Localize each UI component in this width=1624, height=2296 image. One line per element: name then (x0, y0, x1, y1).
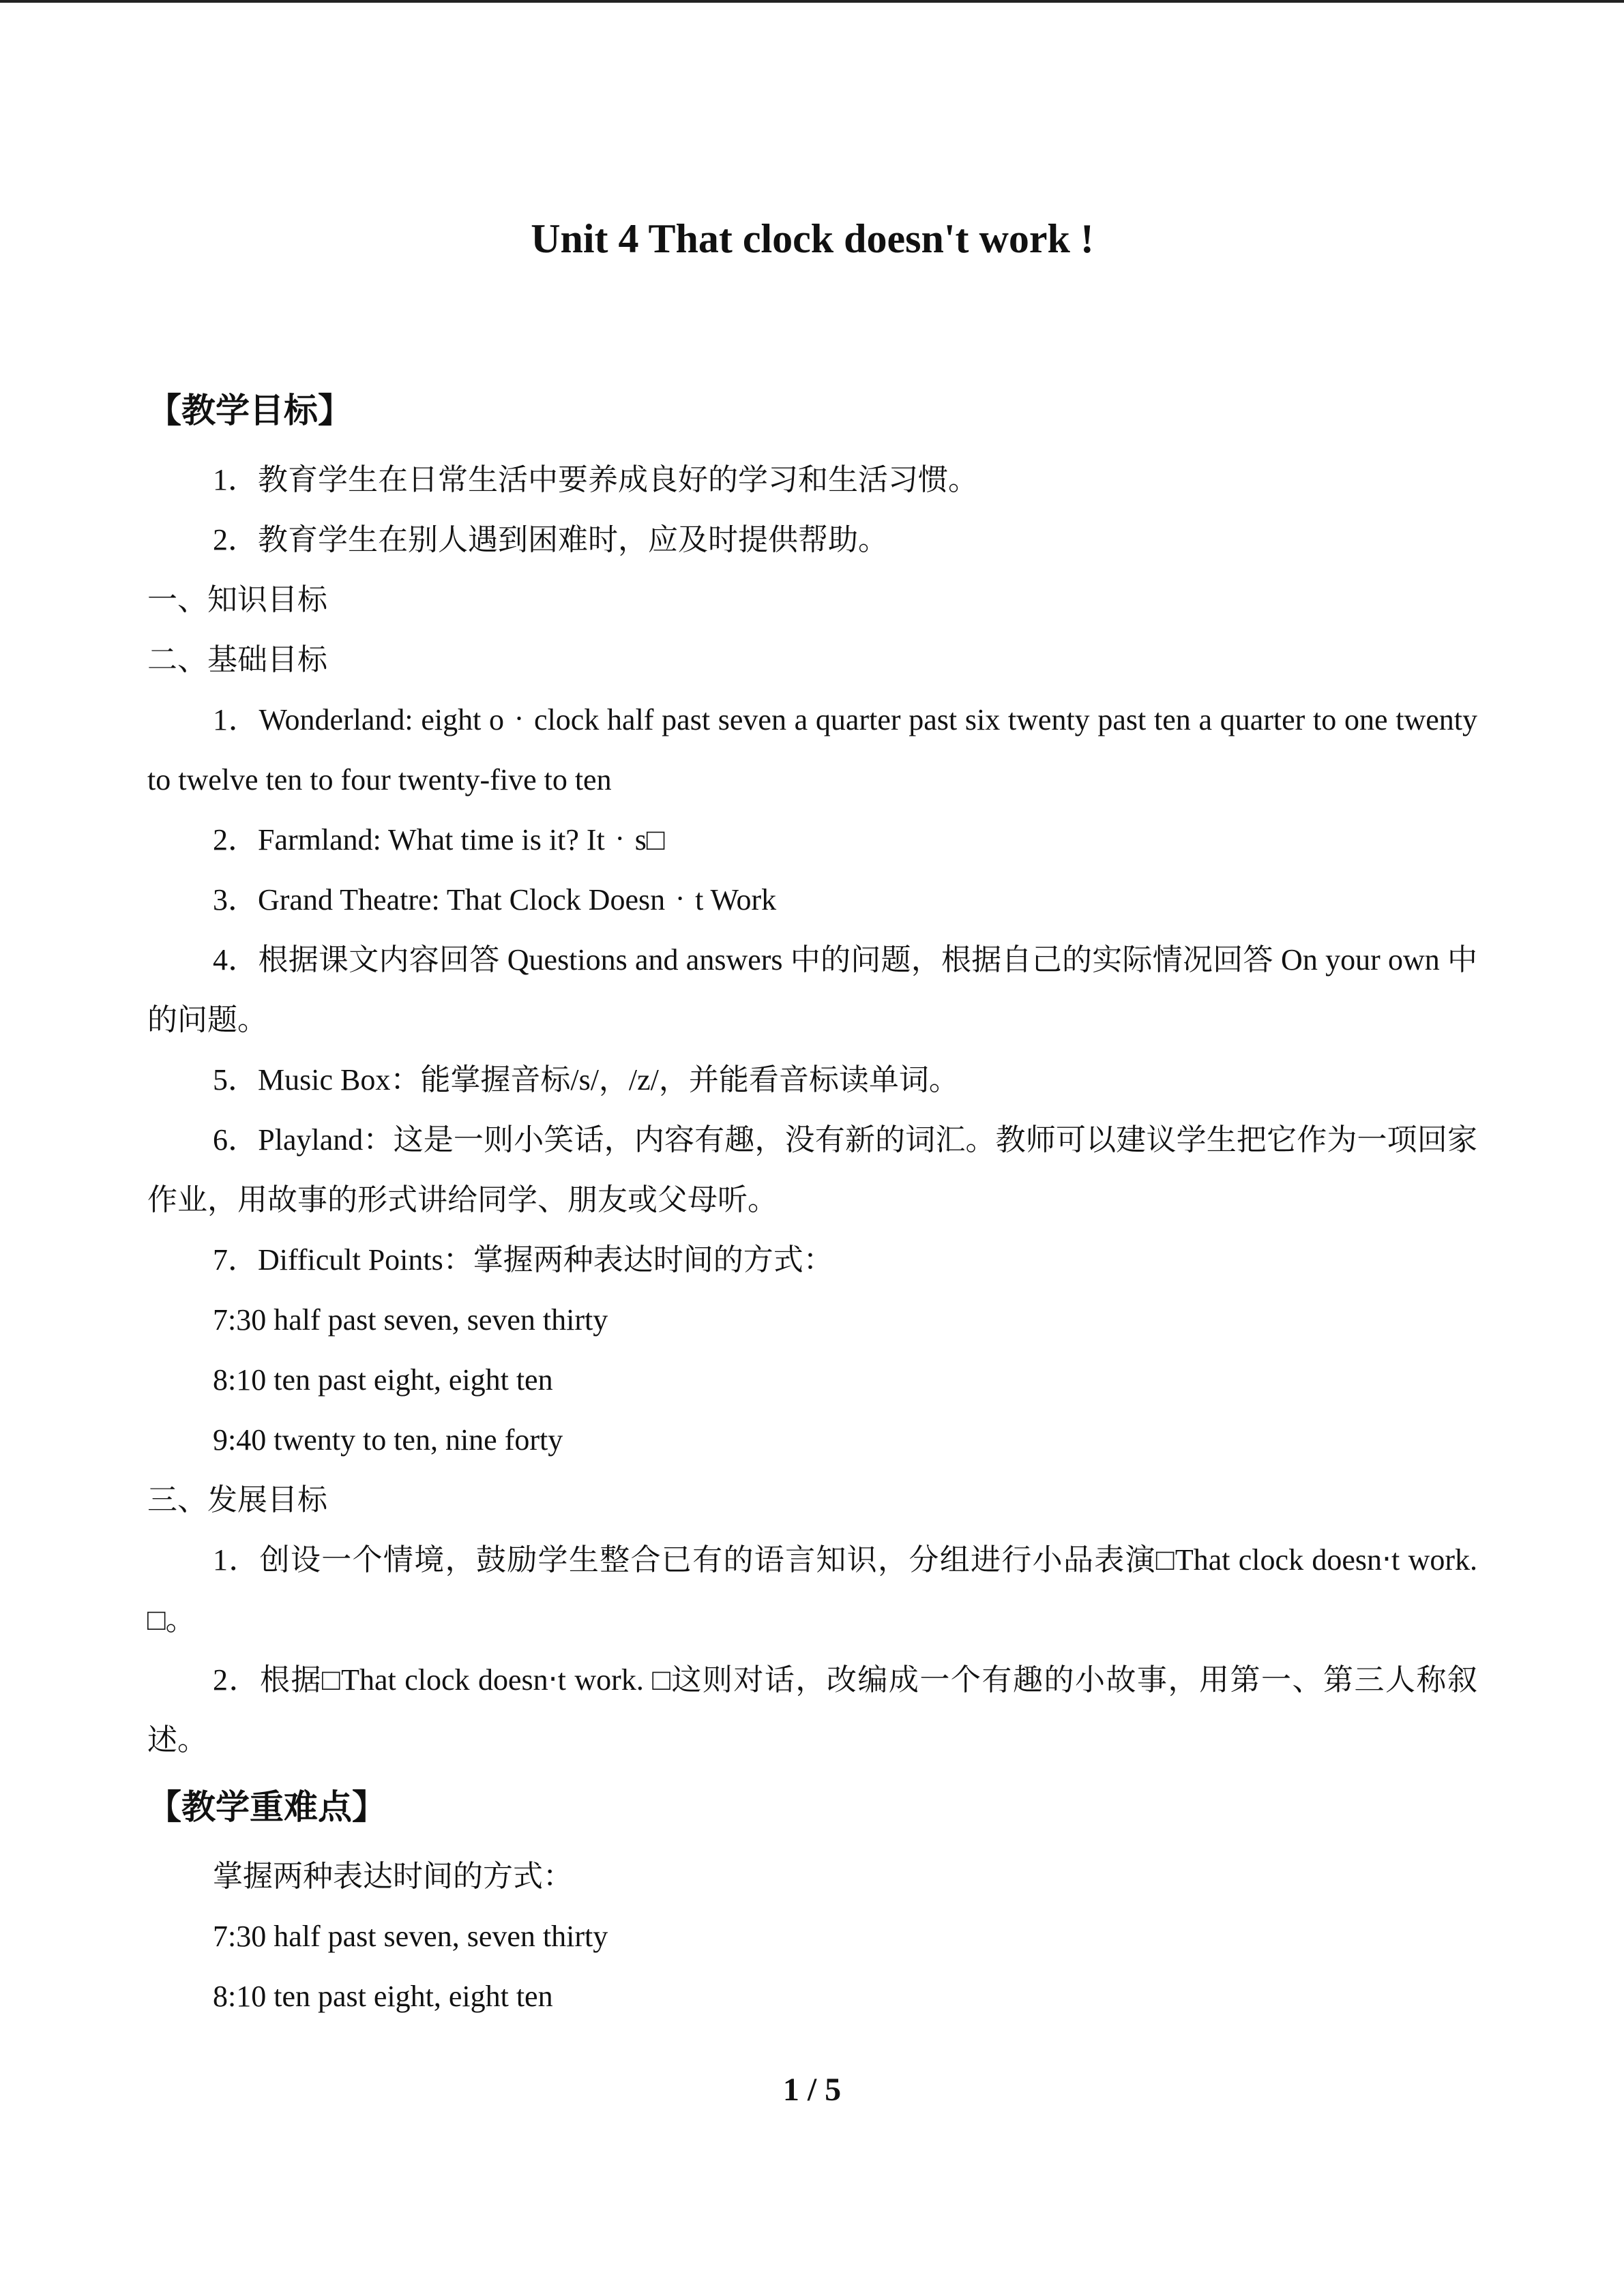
basic-goal-item: 2．Farmland: What time is it? It‧s□ (213, 823, 665, 856)
time-example: 8:10 ten past eight, eight ten (213, 1980, 553, 2013)
development-goals-heading: 三、发展目标 (147, 1483, 327, 1517)
key-points-intro: 掌握两种表达时间的方式： (213, 1860, 573, 1893)
knowledge-goals-heading: 一、知识目标 (147, 583, 327, 616)
time-example: 9:40 twenty to ten, nine forty (213, 1423, 563, 1457)
document-title: Unit 4 That clock doesn't work ! (531, 216, 1094, 261)
basic-goal-item: 6．Playland：这是一则小笑话，内容有趣，没有新的词汇。教师可以建议学生把它作为一项回家作业，用故事的形式讲给同学、朋友或父母听。 (147, 1123, 1477, 1217)
section-heading-teaching-goals: 【教学目标】 (147, 391, 352, 430)
time-example: 8:10 ten past eight, eight ten (213, 1363, 553, 1397)
basic-goal-item: 4．根据课文内容回答 Questions and answers 中的问题，根据自己的实际情况回答 On your own 中的问题。 (147, 943, 1477, 1037)
basic-goal-item: 3．Grand Theatre: That Clock Doesn‧t Work (213, 883, 777, 916)
goal-item: 1．教育学生在日常生活中要养成良好的学习和生活习惯。 (213, 463, 978, 496)
document-body (147, 382, 1477, 2027)
development-goal-item: 2．根据□That clock doesn‧t work. □这则对话，改编成一个有趣的小故事，用第一、第三人称叙述。 (147, 1663, 1477, 1757)
basic-goals-heading: 二、基础目标 (147, 643, 327, 676)
time-example: 7:30 half past seven, seven thirty (213, 1303, 608, 1337)
basic-goal-item: 5．Music Box：能掌握音标/s/，/z/，并能看音标读单词。 (213, 1063, 959, 1097)
document-page (147, 0, 1477, 2296)
time-example: 7:30 half past seven, seven thirty (213, 1920, 608, 1953)
section-heading-key-points: 【教学重难点】 (147, 1788, 386, 1826)
basic-goal-item: 1．Wonderland: eight o‧clock half past seven a quarter past six twenty past ten a quarter to one twenty to twelve ten to four twenty-five to ten (147, 703, 1477, 796)
goal-item: 2．教育学生在别人遇到困难时，应及时提供帮助。 (213, 523, 888, 556)
development-goal-item: 1．创设一个情境，鼓励学生整合已有的语言知识，分组进行小品表演□That clock doesn‧t work. □。 (147, 1543, 1477, 1637)
page-number: 1 / 5 (782, 2072, 842, 2108)
basic-goal-item: 7．Difficult Points：掌握两种表达时间的方式： (213, 1243, 833, 1277)
